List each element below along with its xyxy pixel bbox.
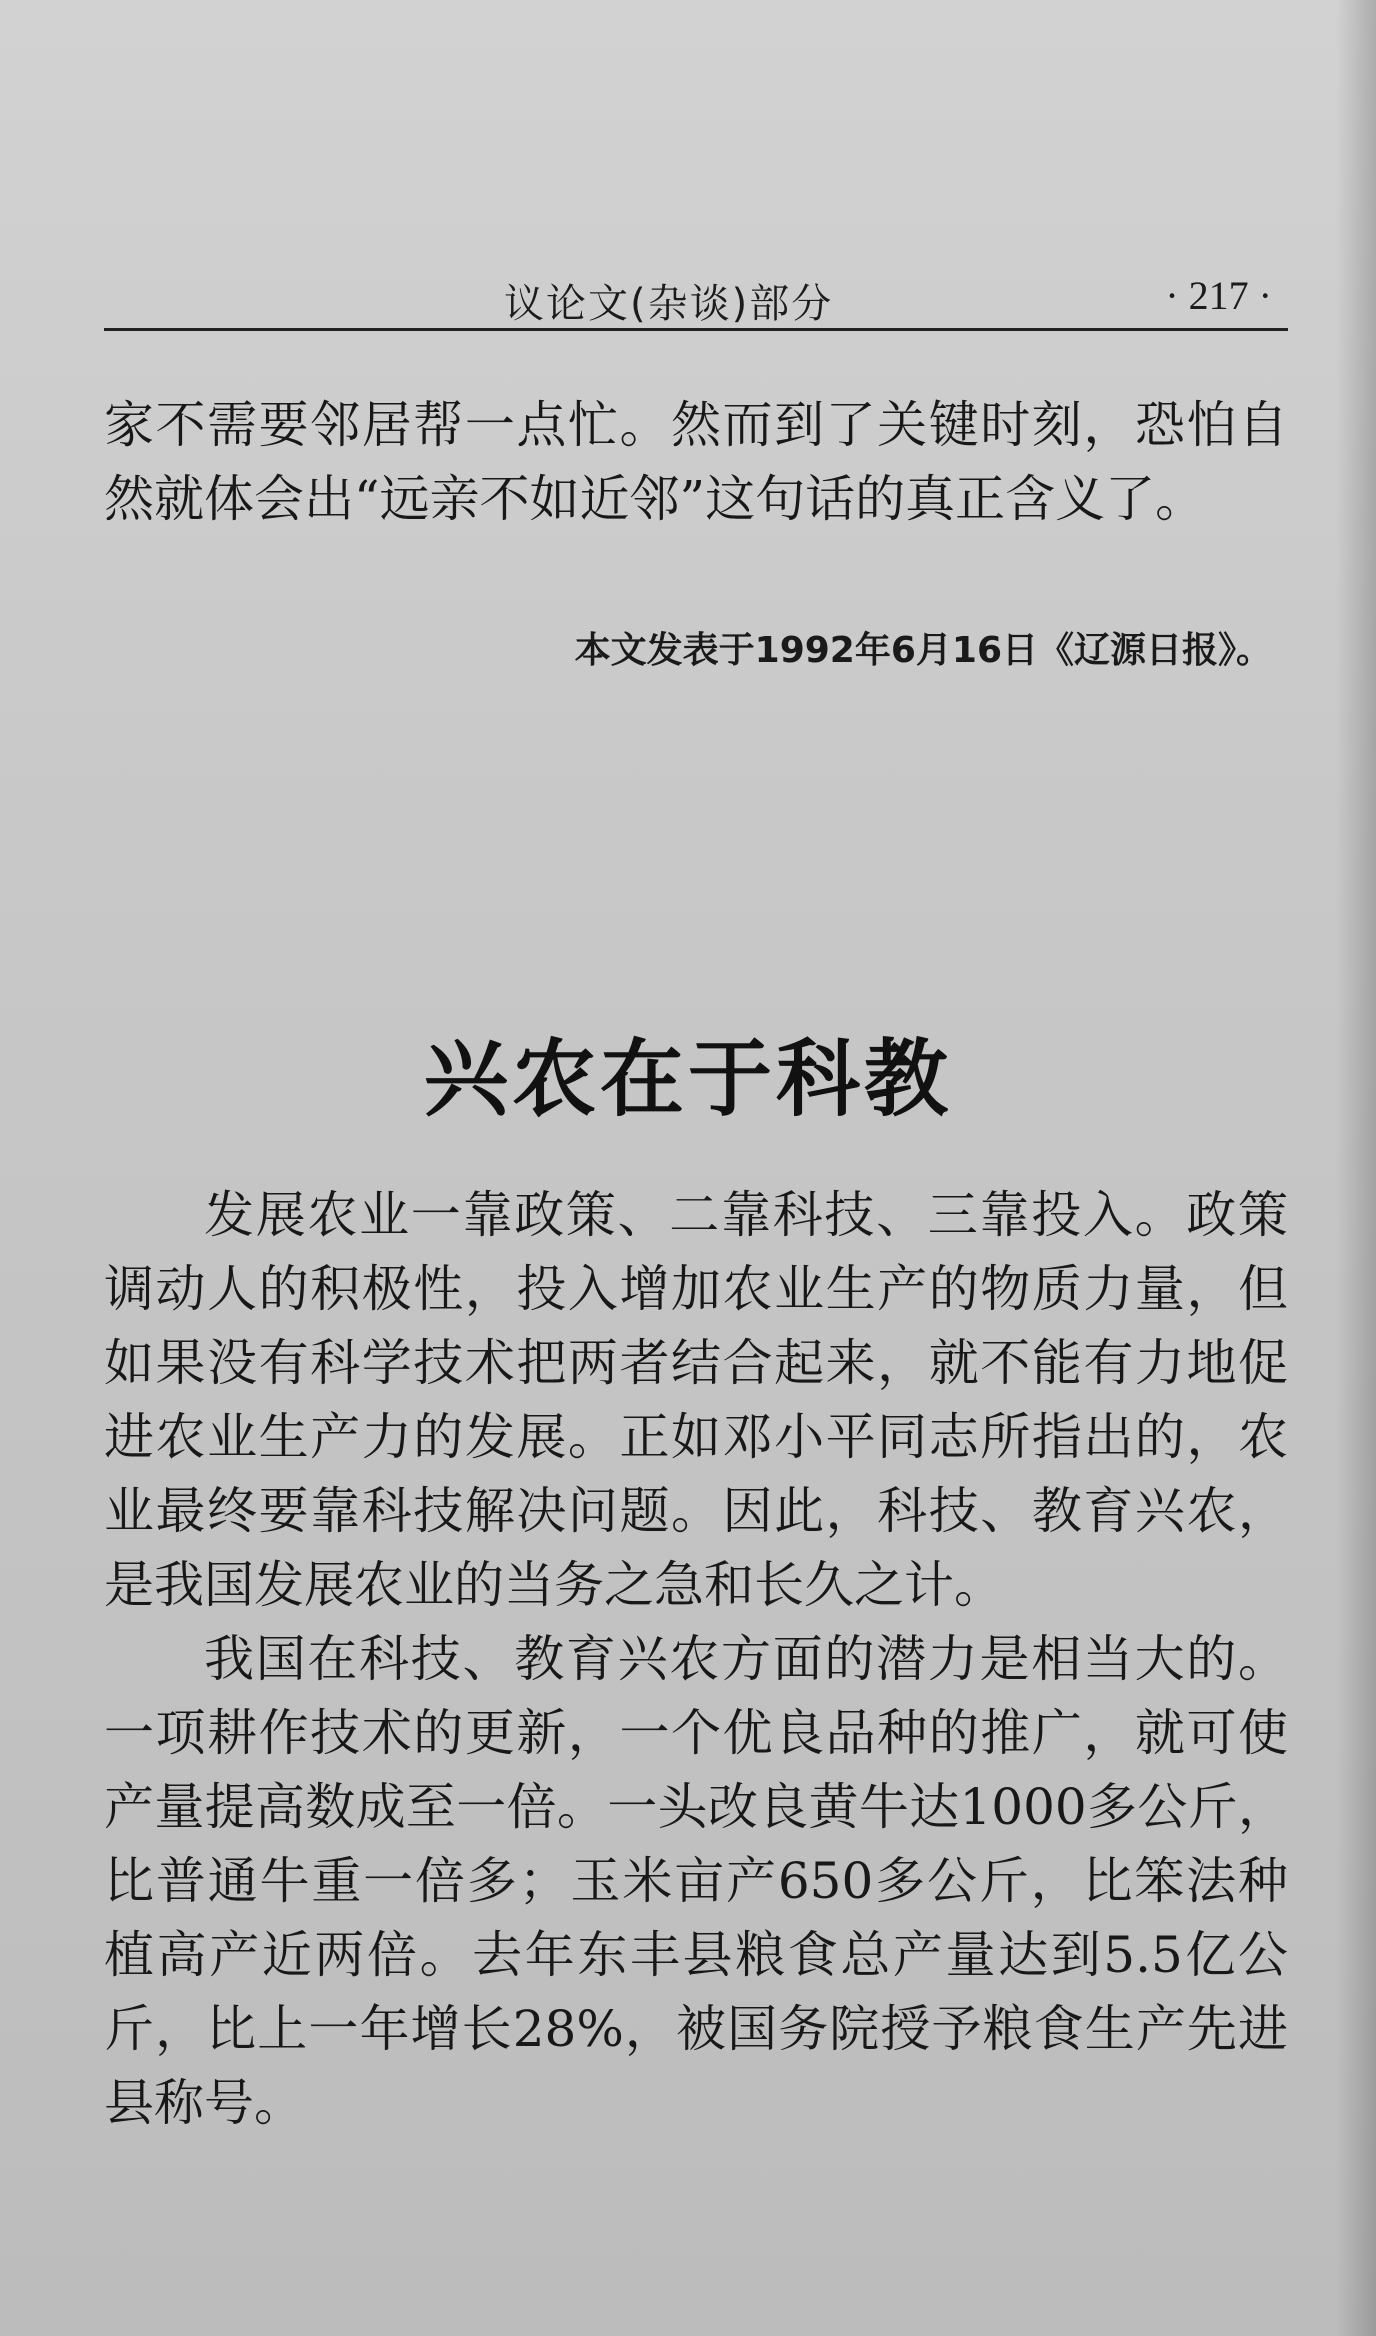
paragraph-1: 发展农业一靠政策、二靠科技、三靠投入。政策调动人的积极性，投入增加农业生产的物质力量，但如果没有科学技术把两者结合起来，就不能有力地促进农业生产力的发展。正如邓小平同志所指出的，农业最终要靠科技解决问题。因此，科技、教育兴农，是我国发展农业的当务之急和长久之计。 bbox=[104, 1186, 1288, 1614]
closing-paragraph: 家不需要邻居帮一点忙。然而到了关键时刻，恐怕自然就体会出“远亲不如近邻”这句话的真正含义了。 bbox=[104, 396, 1288, 528]
article-body bbox=[104, 1178, 1288, 2140]
section-title: 议论文(杂谈)部分 bbox=[504, 281, 834, 327]
paragraph-2: 我国在科技、教育兴农方面的潜力是相当大的。一项耕作技术的更新，一个优良品种的推广，就可使产量提高数成至一倍。一头改良黄牛达1000多公斤，比普通牛重一倍多；玉米亩产650多公斤，比笨法种植高产近两倍。去年东丰县粮食总产量达到5.5亿公斤，比上一年增长28%，被国务院授予粮食生产先进县称号。 bbox=[104, 1630, 1288, 2132]
publication-note: 本文发表于1992年6月16日《辽源日报》。 bbox=[574, 630, 1272, 671]
article-title: 兴农在于科教 bbox=[423, 1030, 952, 1128]
page-edge-shadow bbox=[1336, 0, 1376, 2336]
page-number: · 217 · bbox=[1165, 273, 1272, 318]
previous-article-ending bbox=[104, 388, 1288, 536]
running-header bbox=[104, 268, 1288, 331]
